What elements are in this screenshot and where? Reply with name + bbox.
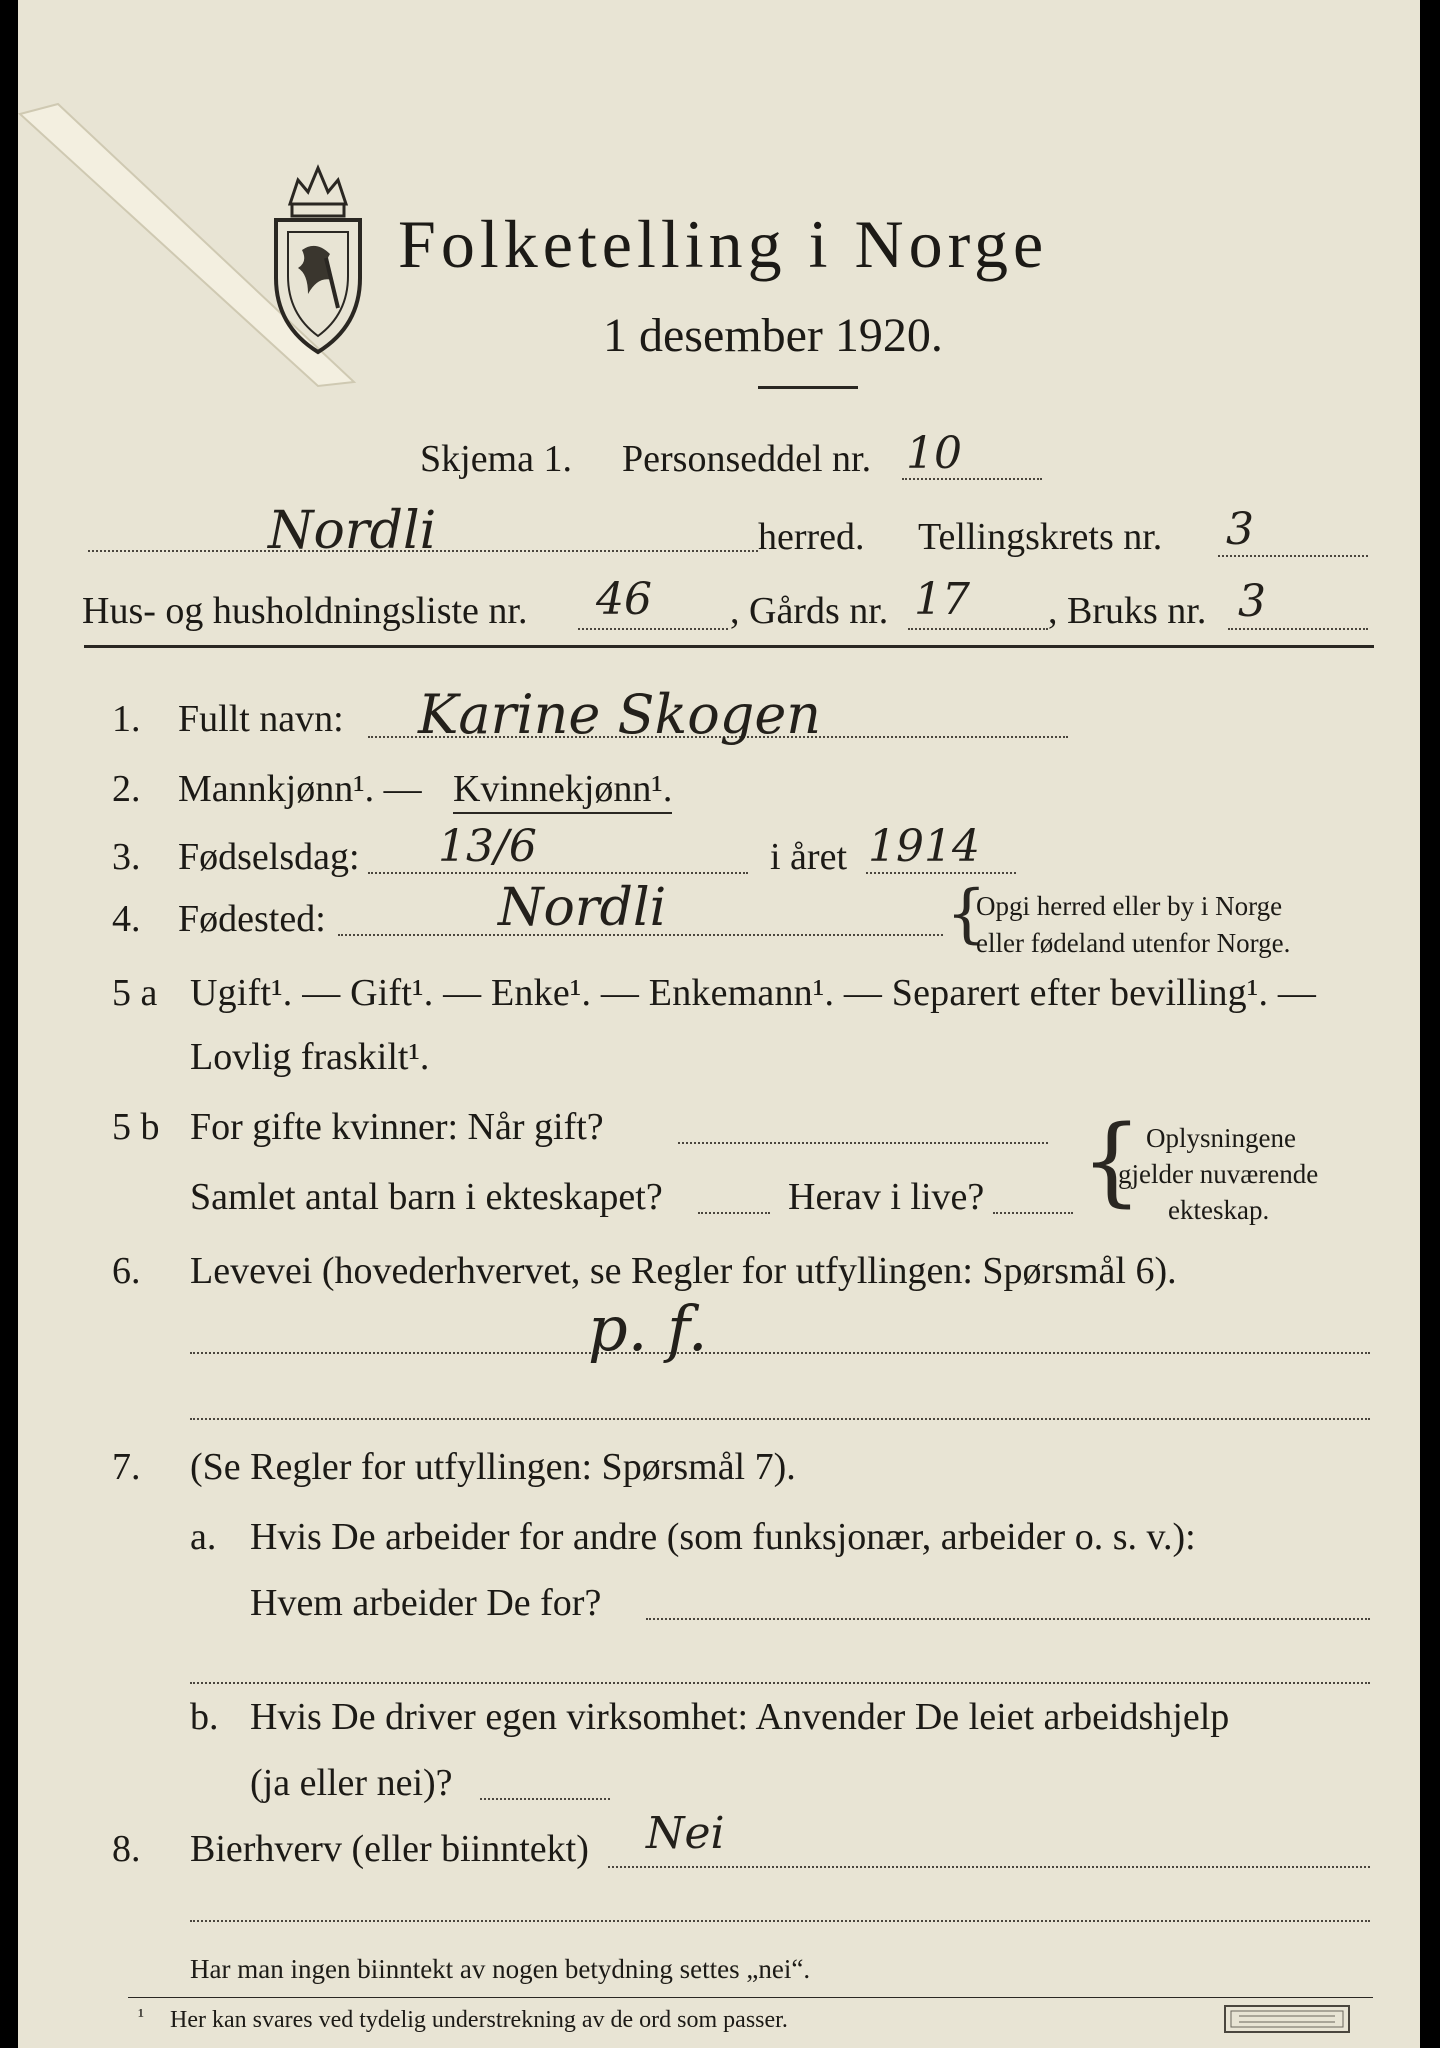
gards-line	[908, 628, 1048, 630]
husholdning-value: 46	[596, 574, 652, 625]
q8-value: Nei	[646, 1808, 725, 1859]
q7b-line2: (ja eller nei)?	[250, 1762, 453, 1804]
q5b-note-3: ekteskap.	[1168, 1195, 1270, 1225]
census-form-sheet	[18, 0, 1420, 2048]
q7b-line	[480, 1798, 610, 1800]
q7b-line1: Hvis De driver egen virksomhet: Anvender De leiet arbeidshjelp	[250, 1696, 1230, 1738]
personseddel-label: Personseddel nr.	[622, 438, 872, 480]
q4-brace: {	[946, 877, 987, 951]
q8-line	[608, 1866, 1370, 1868]
skjema-label: Skjema 1.	[420, 438, 572, 480]
personseddel-value: 10	[906, 428, 962, 479]
q5a-number: 5 a	[112, 972, 158, 1014]
q5b-barn-line	[698, 1212, 770, 1214]
q7a-letter: a.	[190, 1516, 217, 1558]
husholdning-line	[578, 628, 728, 630]
q2-label-female: Kvinnekjønn¹.	[453, 770, 672, 814]
bruks-line	[1228, 628, 1368, 630]
bruks-label: , Bruks nr.	[1048, 590, 1207, 632]
q5a-line1: Ugift¹. — Gift¹. — Enke¹. — Enkemann¹. — Separert efter bevilling¹. —	[190, 972, 1317, 1014]
q3-year-value: 1914	[868, 821, 980, 872]
gards-value: 17	[914, 574, 970, 625]
form-subtitle: 1 desember 1920.	[603, 309, 943, 362]
q7a-line	[646, 1618, 1370, 1620]
q5b-note-2: gjelder nuværende	[1118, 1159, 1319, 1189]
q5b-number: 5 b	[112, 1106, 160, 1148]
q7-number: 7.	[112, 1446, 141, 1488]
q1-value: Karine Skogen	[418, 683, 822, 746]
q5b-live-line	[993, 1212, 1073, 1214]
q7a-line1: Hvis De arbeider for andre (som funksjonær, arbeider o. s. v.):	[250, 1516, 1196, 1558]
q5b-label1: For gifte kvinner: Når gift?	[190, 1106, 604, 1148]
q1-label: Fullt navn:	[178, 698, 344, 740]
tellingskrets-value: 3	[1226, 504, 1254, 555]
q3-number: 3.	[112, 836, 141, 878]
q5b-label3: Herav i live?	[788, 1176, 985, 1218]
q5b-gift-line	[678, 1142, 1048, 1144]
q7a-line-2	[190, 1682, 1370, 1684]
footnote-text: Her kan svares ved tydelig understrekning av de ord som passer.	[170, 2007, 788, 2033]
gards-label: , Gårds nr.	[730, 590, 889, 632]
q7a-line2: Hvem arbeider De for?	[250, 1582, 602, 1624]
form-title: Folketelling i Norge	[398, 206, 1049, 282]
q4-value: Nordli	[498, 878, 667, 938]
q6-line-1	[190, 1352, 1370, 1354]
q7b-letter: b.	[190, 1696, 219, 1738]
tellingskrets-label: Tellingskrets nr.	[918, 516, 1163, 558]
q6-value: p. f.	[588, 1292, 708, 1365]
q8-line-2	[190, 1920, 1370, 1922]
title-divider	[758, 386, 858, 389]
q5b-label2: Samlet antal barn i ekteskapet?	[190, 1176, 663, 1218]
q3-year-line	[866, 872, 1016, 874]
footer-note: Har man ingen biinntekt av nogen betydning settes „nei“.	[190, 1954, 811, 1984]
husholdning-label: Hus- og husholdningsliste nr.	[82, 590, 528, 632]
q5a-line2: Lovlig fraskilt¹.	[190, 1036, 430, 1078]
q8-number: 8.	[112, 1828, 141, 1870]
q5b-note-1: Oplysningene	[1146, 1123, 1296, 1153]
q3-line	[368, 872, 748, 874]
printer-stamp-icon	[1223, 2004, 1351, 2034]
q2-number: 2.	[112, 768, 141, 810]
q3-value: 13/6	[438, 821, 537, 872]
q6-number: 6.	[112, 1250, 141, 1292]
coat-of-arms-icon	[268, 158, 368, 358]
q4-number: 4.	[112, 898, 141, 940]
q4-note-2: eller fødeland utenfor Norge.	[976, 928, 1291, 958]
footer-divider	[128, 1997, 1373, 1998]
q3-label: Fødselsdag:	[178, 836, 360, 878]
q2-label-male: Mannkjønn¹. —	[178, 768, 422, 810]
q4-label: Fødested:	[178, 898, 326, 940]
header-divider	[84, 645, 1374, 648]
herred-value: Nordli	[268, 501, 437, 561]
q7-label: (Se Regler for utfyllingen: Spørsmål 7).	[190, 1446, 796, 1488]
herred-label: herred.	[758, 516, 865, 558]
q8-label: Bierhverv (eller biinntekt)	[190, 1828, 589, 1870]
q6-label: Levevei (hovederhvervet, se Regler for utfyllingen: Spørsmål 6).	[190, 1250, 1177, 1292]
q1-number: 1.	[112, 698, 141, 740]
bruks-value: 3	[1238, 576, 1266, 627]
q4-note-1: Opgi herred eller by i Norge	[976, 891, 1283, 921]
footnote-mark: ¹	[138, 2005, 144, 2027]
q3-year-label: i året	[770, 836, 848, 878]
q5b-brace: {	[1081, 1105, 1143, 1217]
q6-line-2	[190, 1418, 1370, 1420]
tellingskrets-line	[1218, 555, 1368, 557]
